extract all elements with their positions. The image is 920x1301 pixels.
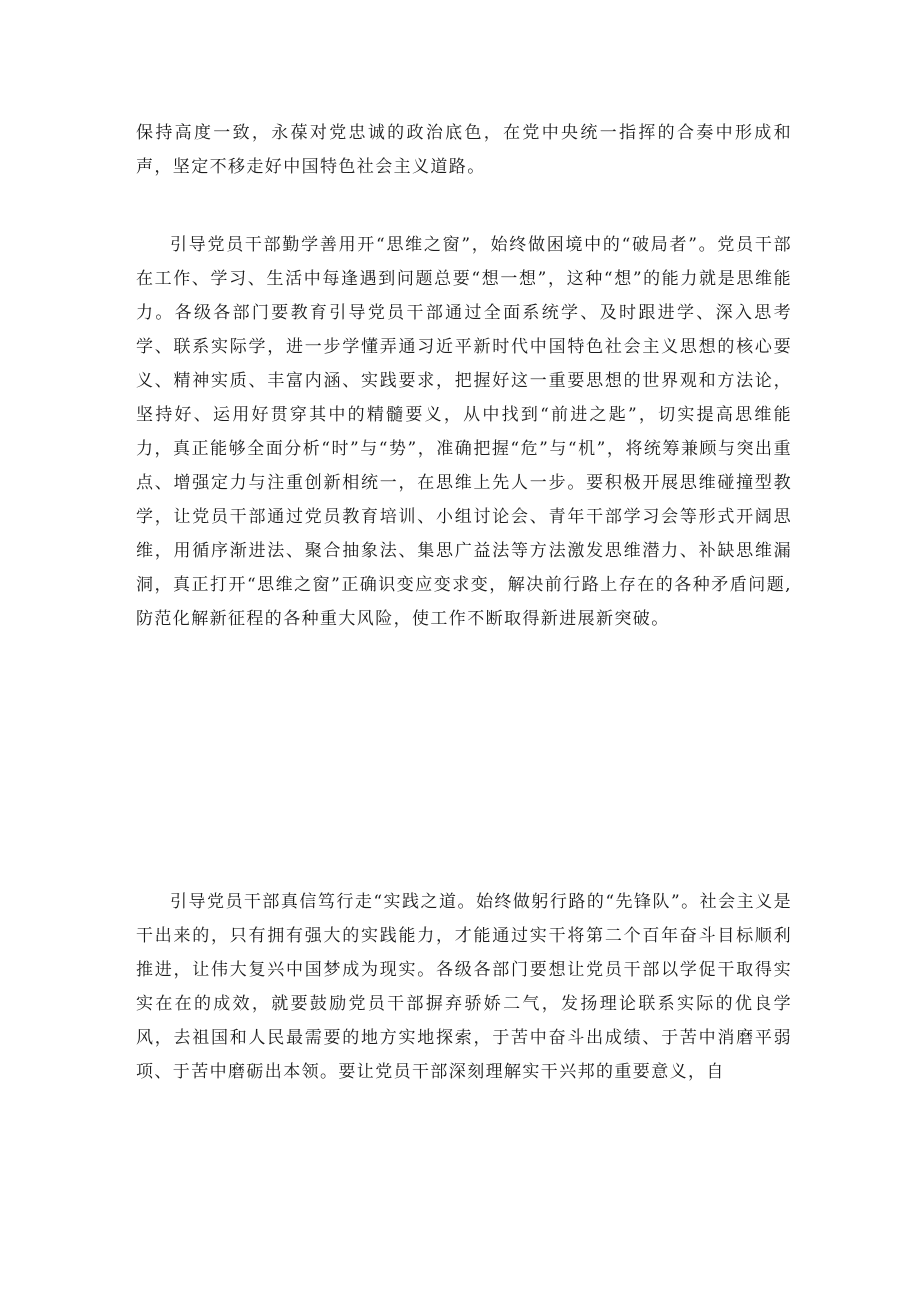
paragraph-practice-path: 引导党员干部真信笃行走“实践之道。始终做躬行路的“先锋队”。社会主义是干出来的，只有拥有强大的实践能力，才能通过实干将第二个百年奋斗目标顺利推进，让伟大复兴中国梦成为现实。各级各部门要想让党员干部以学促干取得实实在在的成效，就要鼓励党员干部摒弃骄娇二气，发扬理论联系实际的优良学风，去祖国和人民最需要的地方实地探索，于苦中奋斗出成绩、于苦中消磨平弱项、于苦中磨砺出本领。要让党员干部深刻理解实干兴邦的重要意义，自 (136, 892, 792, 1082)
paragraph-thinking-window: 引导党员干部勤学善用开“思维之窗”，始终做困境中的“破局者”。党员干部在工作、学习、生活中每逢遇到问题总要“想一想”，这种“想”的能力就是思维能力。各级各部门要教育引导党员干部通过全面系统学、及时跟进学、深入思考学、联系实际学，进一步学懂弄通习近平新时代中国特色社会主义思想的核心要义、精神实质、丰富内涵、实践要求，把握好这一重要思想的世界观和方法论，坚持好、运用好贯穿其中的精髓要义，从中找到“前进之匙”，切实提高思维能力，真正能够全面分析“时”与“势”，准确把握“危”与“机”，将统筹兼顾与突出重点、增强定力与注重创新相统一，在思维上先人一步。要积极开展思维碰撞型教学，让党员干部通过党员教育培训、小组讨论会、青年干部学习会等形式开阔思维，用循序渐进法、聚合抽象法、集思广益法等方法激发思维潜力、补缺思维漏洞，真正打开“思维之窗”正确识变应变求变，解决前行路上存在的各种矛盾问题,防范化解新征程的各种重大风险，使工作不断取得新进展新突破。 (136, 235, 792, 629)
paragraph-continuation: 保持高度一致，永葆对党忠诚的政治底色，在党中央统一指挥的合奏中形成和声，坚定不移走好中国特色社会主义道路。 (136, 123, 792, 177)
